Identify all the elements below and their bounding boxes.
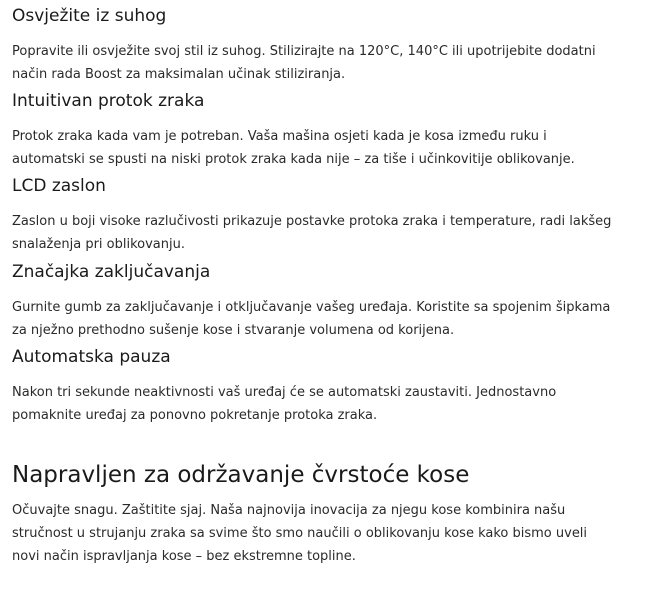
feature-title: Osvježite iz suhog xyxy=(12,6,167,26)
feature-dry-refresh xyxy=(12,5,612,86)
hair-strength-section xyxy=(12,460,612,568)
section-title: Napravljen za održavanje čvrstoće kose xyxy=(12,462,470,488)
feature-title: Značajka zaključavanja xyxy=(12,262,211,282)
feature-description: Nakon tri sekunde neaktivnosti vaš uređaj će se automatski zaustaviti. Jednostavno pomaknite uređaj za ponovno pokretanje protoka zraka. xyxy=(12,385,557,423)
feature-auto-pause xyxy=(12,346,612,427)
feature-description: Zaslon u boji visoke razlučivosti prikazuje postavke protoka zraka i temperature, radi lakšeg snalaženja pri oblikovanju. xyxy=(12,214,612,252)
feature-description: Protok zraka kada vam je potreban. Vaša mašina osjeti kada je kosa između ruku i automatski se spusti na niski protok zraka kada nije – za tiše i učinkovitije oblikovanje. xyxy=(12,129,575,167)
feature-lock xyxy=(12,261,612,342)
feature-title: Automatska pauza xyxy=(12,347,171,367)
feature-description: Gurnite gumb za zaključavanje i otključavanje vašeg uređaja. Koristite sa spojenim šipkama za nježno prethodno sušenje kose i stvaranje volumena od korijena. xyxy=(12,300,611,338)
feature-intuitive-airflow xyxy=(12,90,612,171)
feature-lcd-screen xyxy=(12,175,612,256)
section-description: Očuvajte snagu. Zaštitite sjaj. Naša najnovija inovacija za njegu kose kombinira našu stručnost u strujanju zraka sa svime što smo naučili o oblikovanju kose kako bismo uveli novi način ispravljanja kose – bez ekstremne topline. xyxy=(12,503,588,564)
feature-description: Popravite ili osvježite svoj stil iz suhog. Stilizirajte na 120°C, 140°C ili upotrijebite dodatni način rada Boost za maksimalan učinak stiliziranja. xyxy=(12,44,596,82)
feature-title: Intuitivan protok zraka xyxy=(12,91,205,111)
feature-title: LCD zaslon xyxy=(12,176,106,196)
